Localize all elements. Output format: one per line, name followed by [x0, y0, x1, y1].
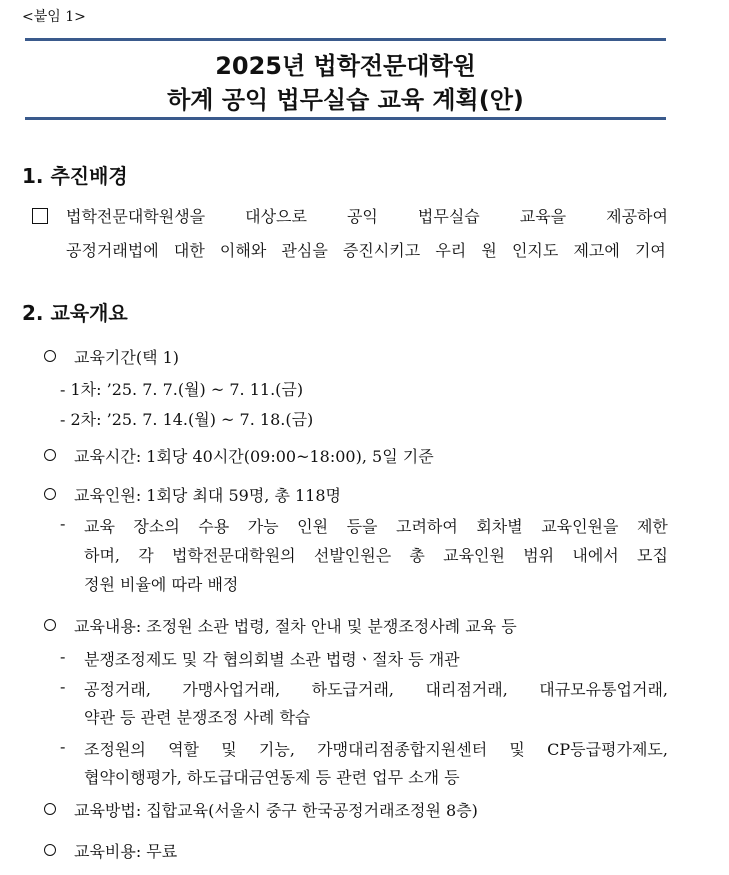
word: 모집 [637, 546, 668, 565]
title-box [25, 38, 666, 120]
title-top-rule [25, 38, 666, 41]
title-line-2: 하계 공익 법무실습 교육 계획(안) [167, 86, 524, 114]
word: 가맹대리점종합지원센터 [317, 740, 488, 759]
round-1: - 1차: ’25. 7. 7.(월) ~ 7. 11.(금) [60, 380, 304, 399]
word: 고려하여 [395, 517, 458, 536]
word: 교육인원을 [541, 517, 619, 536]
dash-icon: - [60, 737, 66, 756]
word: 하도급거래, [311, 680, 394, 699]
word: 내에서 [572, 546, 619, 565]
section-1-heading: 1. 추진배경 [22, 164, 128, 188]
dash-icon: - [60, 677, 66, 696]
period-label: 교육기간(택 1) [74, 348, 180, 367]
title-bottom-rule [25, 117, 666, 120]
word: 제한 [636, 517, 668, 536]
word: 공정거래, [84, 680, 151, 699]
word: 기능, [258, 740, 295, 759]
background-para-line-1 [66, 204, 668, 227]
word: 가맹사업거래, [182, 680, 281, 699]
checkbox-square-icon [32, 208, 48, 224]
round-2: - 2차: ’25. 7. 14.(월) ~ 7. 18.(금) [60, 410, 314, 429]
hours: 교육시간: 1회당 40시간(09:00~18:00), 5일 기준 [74, 447, 434, 466]
content-sub-3-line-1 [84, 737, 668, 760]
content-sub-2-line-2: 약관 등 관련 분쟁조정 사례 학습 [84, 708, 311, 727]
people-sub-line-3: 정원 비율에 따라 배정 [84, 575, 239, 594]
word: 제공하여 [606, 207, 668, 226]
word: 대규모유통업거래, [539, 680, 668, 699]
word: 각 [138, 546, 154, 565]
content: 교육내용: 조정원 소관 법령, 절차 안내 및 분쟁조정사례 교육 등 [74, 617, 517, 636]
word: 관심을 [281, 241, 328, 260]
title-line-1: 2025년 법학전문대학원 [215, 52, 476, 80]
word: 조정원의 [84, 740, 146, 759]
word: 대리점거래, [425, 680, 508, 699]
word: 공익 [346, 207, 378, 226]
word: 등을 [346, 517, 378, 536]
word: 회차별 [476, 517, 523, 536]
word: 인지도 [511, 241, 559, 260]
word: 법학전문대학원의 [171, 546, 296, 565]
word: 교육인원 [443, 546, 505, 565]
word: 장소의 [133, 517, 180, 536]
word: 수용 [198, 517, 230, 536]
word: 원 [481, 241, 497, 260]
word: 우리 [435, 241, 467, 260]
content-sub-3-line-2: 협약이행평가, 하도급대금연동제 등 관련 업무 소개 등 [84, 768, 460, 787]
method: 교육방법: 집합교육(서울시 중구 한국공정거래조정원 8층) [74, 801, 478, 820]
word: CP등급평가제도, [547, 740, 668, 759]
word: 법학전문대학원생을 [66, 207, 206, 226]
cost: 교육비용: 무료 [74, 842, 178, 861]
circle-bullet-icon [44, 449, 56, 461]
circle-bullet-icon [44, 350, 56, 362]
word: 이해와 [219, 241, 267, 260]
word: 가능 [247, 517, 279, 536]
background-para-line-2 [66, 238, 666, 261]
content-sub-1: 분쟁조정제도 및 각 협의회별 소관 법령ㆍ절차 등 개관 [84, 650, 460, 669]
word: 교육 [84, 517, 115, 536]
word: 총 [409, 546, 425, 565]
word: 및 [221, 740, 237, 759]
content-sub-2-line-1 [84, 677, 668, 700]
circle-bullet-icon [44, 803, 56, 815]
word: 선발인원은 [313, 546, 392, 565]
people-sub-line-2 [84, 543, 668, 566]
people: 교육인원: 1회당 최대 59명, 총 118명 [74, 486, 342, 505]
word: 역할 [168, 740, 199, 759]
circle-bullet-icon [44, 844, 56, 856]
word: 대한 [173, 241, 205, 260]
word: 교육을 [519, 207, 567, 226]
dash-icon: - [60, 647, 66, 666]
word: 법무실습 [417, 207, 480, 226]
word: 제고에 [573, 241, 620, 260]
people-sub-line-1 [84, 514, 668, 537]
word: 기여 [634, 241, 666, 260]
word: 공정거래법에 [66, 241, 159, 260]
word: 인원 [297, 517, 329, 536]
word: 대상으로 [245, 207, 307, 226]
word: 하며, [84, 546, 120, 565]
attachment-label: <붙임 1> [22, 9, 86, 25]
word: 범위 [523, 546, 555, 565]
word: 증진시키고 [342, 241, 421, 260]
word: 및 [509, 740, 525, 759]
dash-icon: - [60, 514, 66, 533]
circle-bullet-icon [44, 619, 56, 631]
section-2-heading: 2. 교육개요 [22, 301, 128, 325]
circle-bullet-icon [44, 488, 56, 500]
